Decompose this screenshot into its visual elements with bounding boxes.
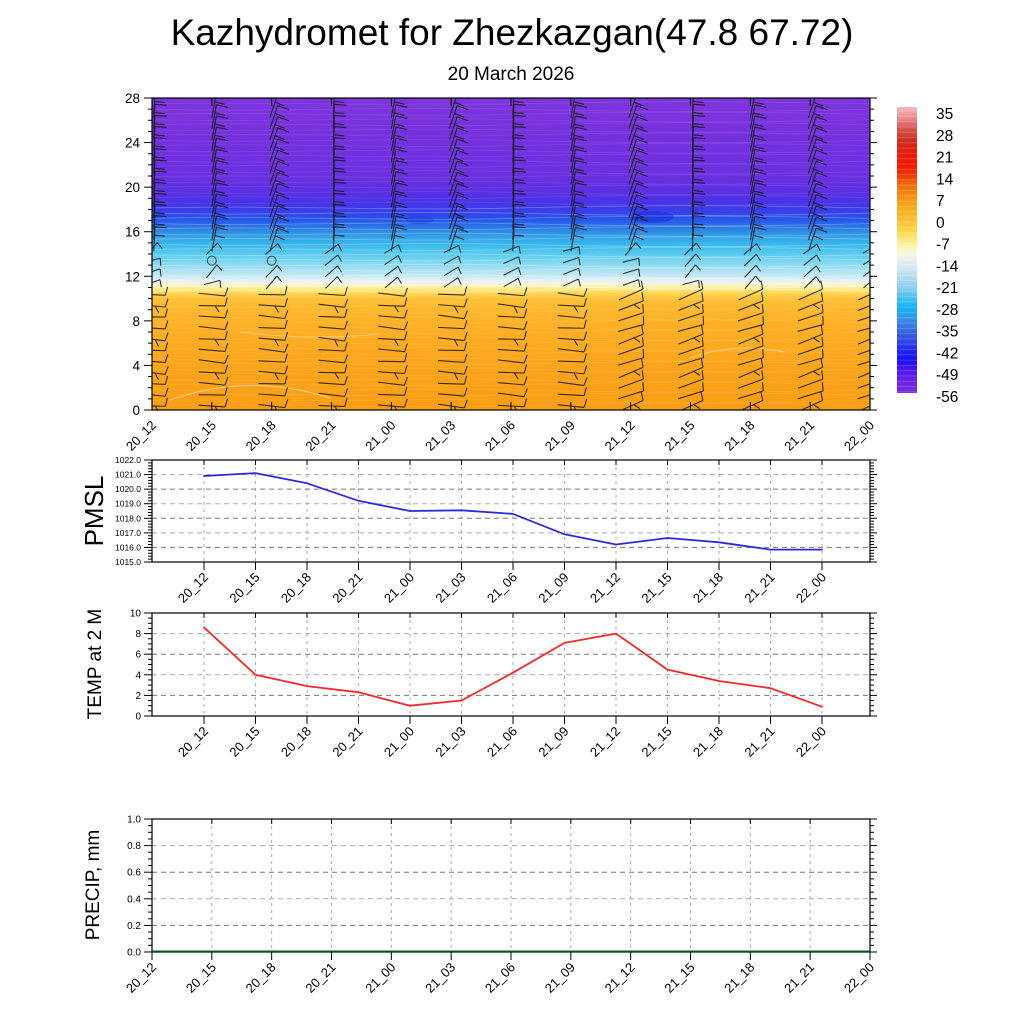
x-tick-label: 20_12 bbox=[122, 417, 160, 454]
colorbar bbox=[897, 107, 917, 393]
wind-barb bbox=[868, 214, 887, 240]
upper-air-panel bbox=[138, 92, 888, 420]
y-tick-label: 0.2 bbox=[127, 920, 141, 932]
wind-barb bbox=[868, 181, 887, 207]
x-tick-label: 21_00 bbox=[380, 569, 418, 606]
x-tick-label: 21_18 bbox=[721, 959, 758, 996]
wind-barb bbox=[868, 192, 887, 218]
colorbar-tick-label: -7 bbox=[936, 236, 950, 254]
y-tick-label: 1.0 bbox=[127, 814, 141, 826]
y-tick-label: 16 bbox=[124, 224, 140, 240]
x-tick-label: 22_00 bbox=[792, 569, 830, 606]
y-tick-label: 8 bbox=[132, 313, 140, 329]
y-tick-label: 1016.0 bbox=[115, 542, 141, 553]
x-tick-label: 20_15 bbox=[182, 417, 219, 454]
y-tick-label: 1017.0 bbox=[115, 527, 141, 538]
figure-title: Kazhydromet for Zhezkazgan(47.8 67.72) bbox=[170, 12, 854, 53]
x-tick-label: 21_06 bbox=[481, 959, 519, 996]
x-tick-label: 20_12 bbox=[174, 569, 212, 606]
x-tick-label: 21_06 bbox=[483, 569, 521, 606]
x-tick-label: 21_12 bbox=[601, 959, 638, 996]
x-tick-label: 21_09 bbox=[541, 959, 578, 996]
x-tick-label: 21_18 bbox=[689, 569, 727, 606]
x-tick-label: 21_21 bbox=[741, 723, 778, 760]
colorbar-tick-label: -14 bbox=[936, 258, 959, 276]
x-tick-label: 22_00 bbox=[792, 723, 830, 760]
colorbar-tick-label: -56 bbox=[936, 389, 959, 407]
x-tick-label: 21_21 bbox=[741, 569, 778, 606]
x-tick-label: 21_15 bbox=[661, 417, 698, 454]
colorbar-tick-label: 7 bbox=[936, 193, 945, 211]
x-tick-label: 21_12 bbox=[601, 417, 638, 454]
x-tick-label: 21_15 bbox=[661, 959, 698, 996]
y-tick-label: 1020.0 bbox=[115, 484, 141, 495]
x-tick-label: 21_00 bbox=[380, 723, 418, 760]
x-tick-label: 20_12 bbox=[174, 723, 212, 760]
wind-barb bbox=[868, 103, 887, 129]
wind-barb bbox=[868, 125, 887, 151]
x-tick-label: 21_03 bbox=[422, 417, 459, 454]
x-tick-label: 20_18 bbox=[277, 569, 315, 606]
temp-axis-title: TEMP at 2 M bbox=[85, 608, 106, 720]
x-tick-label: 21_09 bbox=[535, 569, 572, 606]
wind-barb bbox=[868, 136, 887, 162]
x-tick-label: 22_00 bbox=[840, 959, 878, 996]
y-tick-label: 0.0 bbox=[127, 947, 141, 959]
x-tick-label: 21_03 bbox=[432, 723, 469, 760]
colorbar-tick-label: -49 bbox=[936, 367, 959, 385]
y-tick-label: 20 bbox=[124, 180, 140, 196]
y-tick-label: 1019.0 bbox=[115, 498, 141, 509]
x-tick-label: 21_15 bbox=[638, 569, 675, 606]
x-tick-label: 21_00 bbox=[362, 959, 399, 996]
colorbar-tick-label: 0 bbox=[936, 214, 945, 232]
x-tick-label: 21_21 bbox=[781, 417, 818, 454]
x-tick-label: 20_21 bbox=[302, 417, 339, 454]
y-tick-label: 24 bbox=[124, 135, 140, 151]
figure-subtitle: 20 March 2026 bbox=[447, 64, 575, 85]
y-tick-label: 0.4 bbox=[127, 894, 141, 906]
x-tick-label: 20_15 bbox=[226, 723, 263, 760]
x-tick-label: 20_15 bbox=[182, 959, 219, 996]
x-tick-label: 21_15 bbox=[638, 723, 675, 760]
x-tick-label: 21_18 bbox=[689, 723, 727, 760]
x-tick-label: 20_21 bbox=[302, 959, 339, 996]
y-tick-label: 12 bbox=[124, 269, 140, 285]
x-tick-label: 20_18 bbox=[242, 959, 279, 996]
y-tick-label: 0 bbox=[135, 711, 141, 723]
wind-barb bbox=[868, 170, 887, 196]
colorbar-tick-label: 21 bbox=[936, 149, 954, 167]
colorbar-tick-label: -21 bbox=[936, 280, 959, 298]
x-tick-label: 21_12 bbox=[586, 723, 624, 760]
x-tick-label: 21_21 bbox=[781, 959, 818, 996]
wind-barb bbox=[868, 225, 887, 251]
x-tick-label: 20_21 bbox=[329, 723, 366, 760]
y-tick-label: 10 bbox=[129, 608, 141, 620]
y-tick-label: 6 bbox=[135, 649, 141, 661]
x-tick-label: 21_03 bbox=[422, 959, 459, 996]
panel-frame bbox=[152, 613, 870, 716]
colorbar-tick-label: 28 bbox=[936, 127, 954, 145]
x-tick-label: 20_12 bbox=[122, 959, 160, 996]
y-tick-label: 8 bbox=[135, 629, 141, 641]
temp-2m-line bbox=[204, 627, 822, 706]
x-tick-label: 20_18 bbox=[277, 723, 315, 760]
y-tick-label: 4 bbox=[135, 670, 141, 682]
x-tick-label: 20_18 bbox=[242, 417, 279, 454]
wind-barb bbox=[868, 114, 887, 140]
x-tick-label: 20_15 bbox=[226, 569, 263, 606]
wind-barb bbox=[868, 147, 887, 173]
x-tick-label: 21_09 bbox=[541, 417, 578, 454]
wind-barb bbox=[868, 158, 887, 184]
y-tick-label: 1022.0 bbox=[115, 454, 141, 465]
x-tick-label: 21_00 bbox=[362, 417, 399, 454]
y-tick-label: 2 bbox=[135, 690, 141, 702]
y-tick-label: 0.6 bbox=[127, 867, 141, 879]
panel-frame bbox=[152, 460, 870, 562]
colorbar-tick-label: 35 bbox=[936, 106, 954, 123]
y-tick-label: 1021.0 bbox=[115, 469, 141, 480]
colorbar-tick-label: 14 bbox=[936, 171, 954, 189]
x-tick-label: 21_18 bbox=[721, 417, 758, 454]
wind-barb bbox=[868, 203, 887, 229]
x-tick-label: 21_12 bbox=[586, 569, 624, 606]
y-tick-label: 4 bbox=[132, 358, 140, 374]
x-tick-label: 20_21 bbox=[329, 569, 366, 606]
colorbar-tick-label: -42 bbox=[936, 345, 959, 363]
x-tick-label: 21_06 bbox=[483, 723, 521, 760]
x-tick-label: 21_06 bbox=[481, 417, 519, 454]
x-tick-label: 22_00 bbox=[840, 417, 878, 454]
precip-axis-title: PRECIP, mm bbox=[83, 829, 104, 941]
y-tick-label: 1015.0 bbox=[115, 556, 141, 567]
y-tick-label: 28 bbox=[124, 91, 140, 106]
x-tick-label: 21_09 bbox=[535, 723, 572, 760]
colorbar-tick-label: -28 bbox=[936, 301, 959, 319]
wind-barb bbox=[868, 92, 887, 118]
cold-pocket bbox=[406, 216, 434, 224]
y-tick-label: 1018.0 bbox=[115, 513, 141, 524]
y-tick-label: 0 bbox=[132, 403, 140, 418]
x-tick-label: 21_03 bbox=[432, 569, 469, 606]
y-tick-label: 0.8 bbox=[127, 841, 141, 853]
pmsl-axis-title: PMSL bbox=[79, 475, 109, 547]
colorbar-tick-label: -35 bbox=[936, 323, 959, 341]
